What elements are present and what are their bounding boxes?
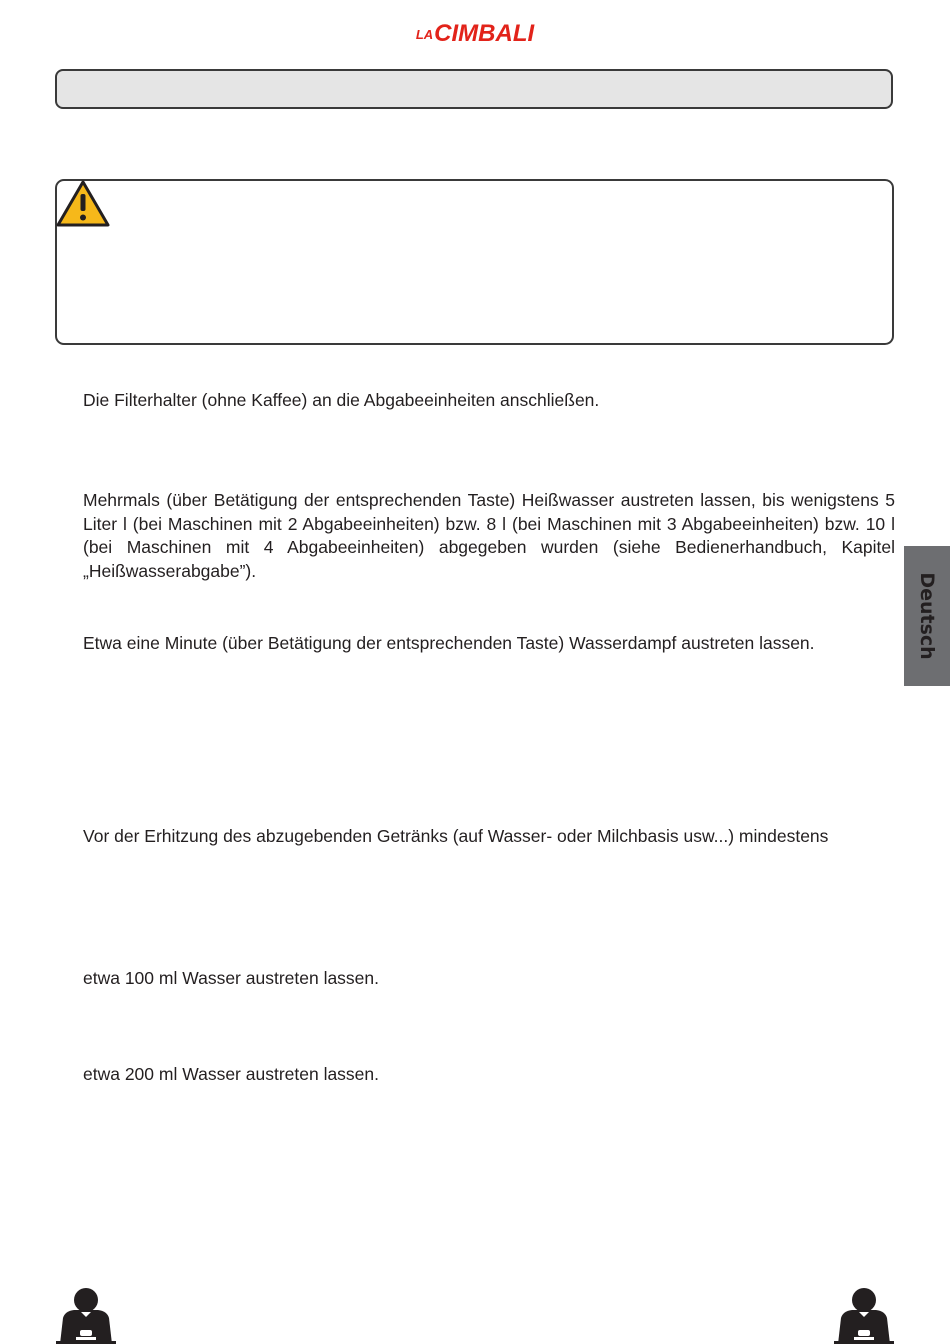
brand-logo — [0, 20, 950, 48]
paragraph-100ml: etwa 100 ml Wasser austreten lassen. — [83, 968, 380, 988]
paragraph-200ml: etwa 200 ml Wasser austreten lassen. — [83, 1064, 380, 1084]
paragraph-steam: Etwa eine Minute (über Betätigung der entsprechenden Taste) Wasserdampf austreten lassen. — [83, 633, 815, 653]
barista-icon — [832, 1286, 896, 1344]
language-tab[interactable] — [904, 546, 950, 686]
warning-box — [55, 179, 894, 345]
paragraph-hot-water: Mehrmals (über Betätigung der entsprechenden Taste) Heißwasser austreten lassen, bis wenigstens 5 Liter l (bei Maschinen mit 2 Abgabeeinheiten) bzw. 8 l (bei Maschinen mit 3 Abgabeeinheiten) bzw. 10 l (bei Maschinen mit 4 Abgabeeinheiten) abgegeben wurden (siehe Bedienerhandbuch, Kapitel „Heißwasserabgabe”). — [83, 490, 895, 581]
paragraph-filter-holders: Die Filterhalter (ohne Kaffee) an die Abgabeeinheiten anschließen. — [83, 390, 600, 410]
language-tab-label: Deutsch — [916, 572, 938, 660]
paragraph-before-heating: Vor der Erhitzung des abzugebenden Getränks (auf Wasser- oder Milchbasis usw...) mindestens — [83, 826, 829, 846]
warning-triangle-icon — [55, 178, 111, 228]
section-header-bar — [55, 69, 893, 109]
barista-icon — [54, 1286, 118, 1344]
logo-brand: CIMBALI — [434, 20, 535, 47]
logo-prefix: LA — [415, 27, 434, 42]
